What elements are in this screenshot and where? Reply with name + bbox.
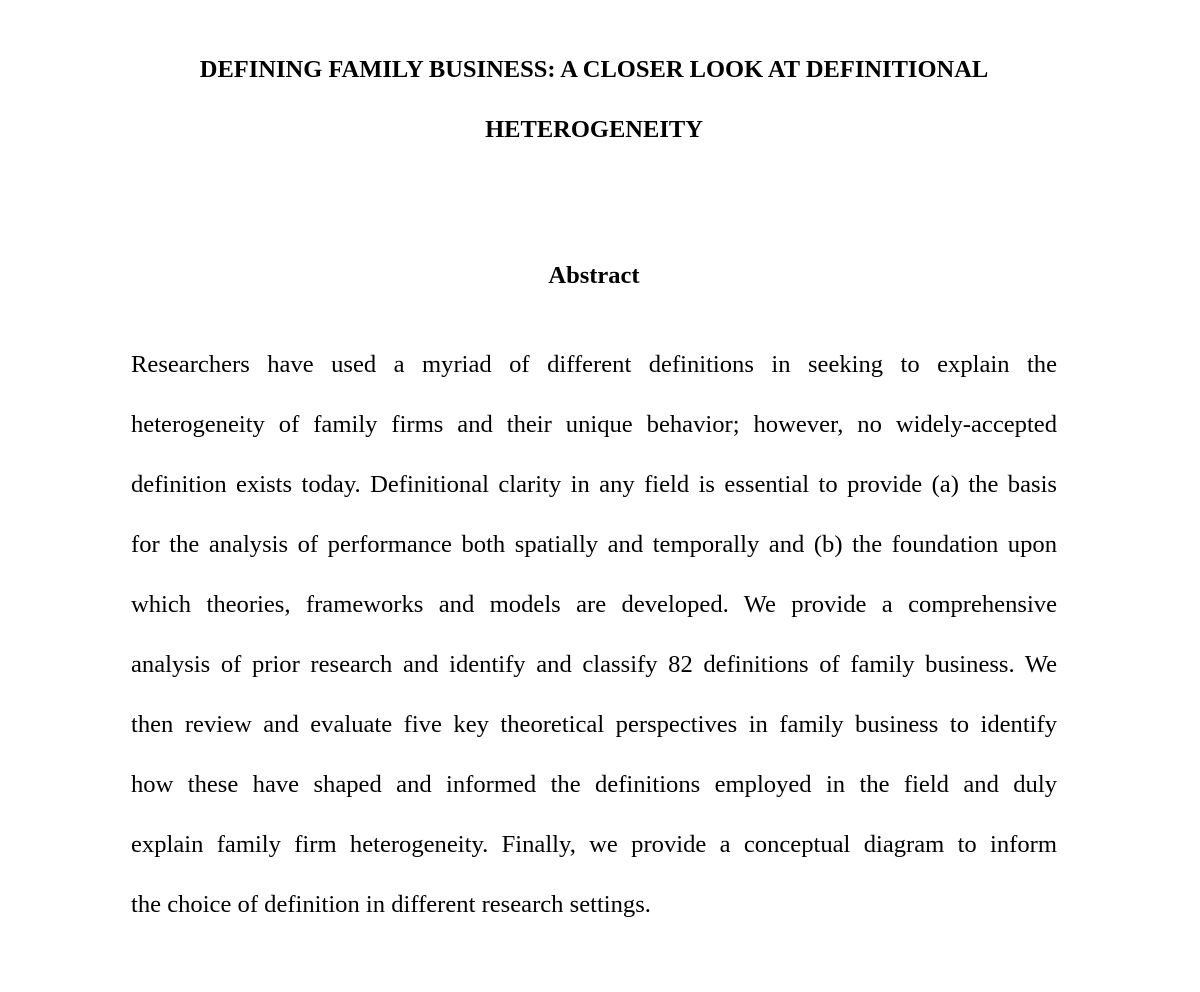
paper-title-line-1: DEFINING FAMILY BUSINESS: A CLOSER LOOK AT DEFINITIONAL	[199, 56, 989, 83]
abstract-line: for the analysis of performance both spatially and temporally and (b) the foundation upon	[131, 531, 1057, 558]
abstract-line: explain family firm heterogeneity. Finally, we provide a conceptual diagram to inform	[131, 831, 1057, 858]
abstract-line: Researchers have used a myriad of different definitions in seeking to explain the	[131, 351, 1057, 378]
abstract-line: how these have shaped and informed the definitions employed in the field and duly	[131, 771, 1057, 798]
paper-title-line-2: HETEROGENEITY	[485, 116, 703, 143]
abstract-line: which theories, frameworks and models are developed. We provide a comprehensive	[131, 591, 1057, 618]
abstract-line: the choice of definition in different research settings.	[131, 891, 651, 918]
abstract-line: heterogeneity of family firms and their unique behavior; however, no widely-accepted	[131, 411, 1057, 438]
abstract-heading: Abstract	[548, 262, 640, 289]
abstract-line: analysis of prior research and identify and classify 82 definitions of family business. We	[131, 651, 1057, 678]
abstract-line: definition exists today. Definitional clarity in any field is essential to provide (a) the basis	[131, 471, 1057, 498]
abstract-line: then review and evaluate five key theoretical perspectives in family business to identify	[131, 711, 1057, 738]
abstract-body	[131, 335, 1057, 935]
